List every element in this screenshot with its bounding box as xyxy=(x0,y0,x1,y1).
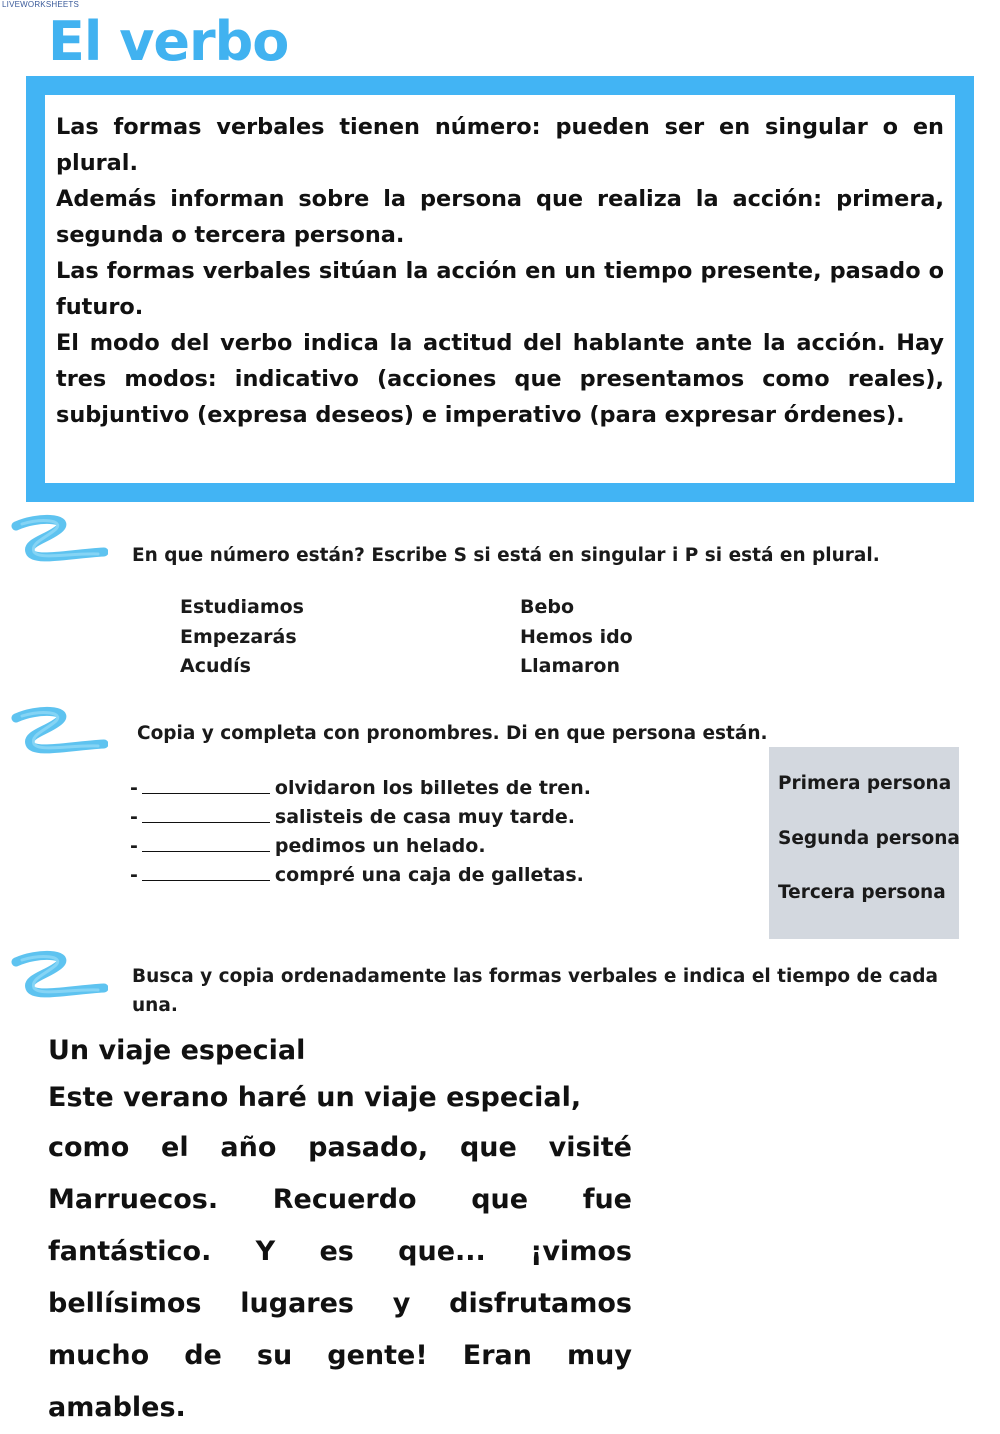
sentence-row xyxy=(130,774,591,803)
blank-field[interactable] xyxy=(142,833,270,852)
bullet: - xyxy=(130,777,138,799)
exercise2-sentences xyxy=(130,774,591,890)
bullet: - xyxy=(130,864,138,886)
word-item: Hemos ido xyxy=(520,625,633,648)
info-box-content xyxy=(45,95,955,483)
exercise1-instruction: En que número están? Escribe S si está en singular i P si está en plural. xyxy=(132,545,880,566)
brush-stroke-icon xyxy=(8,948,108,1008)
sentence-row xyxy=(130,861,591,890)
blank-field[interactable] xyxy=(142,804,270,823)
info-paragraph: Las formas verbales sitúan la acción en un tiempo presente, pasado o futuro. xyxy=(56,258,944,320)
blank-field[interactable] xyxy=(142,775,270,794)
brush-stroke-icon xyxy=(8,512,108,572)
story-title: Un viaje especial xyxy=(48,1035,306,1066)
brush-stroke-icon xyxy=(8,704,108,764)
word-item: Llamaron xyxy=(520,655,621,677)
word-item: Acudís xyxy=(180,655,251,677)
page-title: El verbo xyxy=(48,10,289,73)
person-option[interactable]: Tercera persona xyxy=(778,882,946,903)
bullet: - xyxy=(130,806,138,828)
sentence-text: compré una caja de galletas. xyxy=(274,864,584,886)
info-paragraph: Además informan sobre la persona que realiza la acción: primera, segunda o tercera persona. xyxy=(56,186,944,248)
bullet: - xyxy=(130,835,138,857)
info-box xyxy=(26,76,974,502)
word-item: Estudiamos xyxy=(180,596,304,618)
story-body: como el año pasado, que visité Marruecos. Recuerdo que fue fantástico. Y es que... ¡vimos bellísimos lugares y disfrutamos mucho de su gente! Eran muy amables. xyxy=(48,1132,632,1423)
word-item: Empezarás xyxy=(180,625,297,648)
person-option[interactable]: Segunda persona xyxy=(778,827,960,849)
exercise1-left-words xyxy=(180,593,304,682)
info-paragraph: El modo del verbo indica la actitud del hablante ante la acción. Hay tres modos: indicativo (acciones que presentamos como reales), subjuntivo (expresa deseos) e imperativo (para expresar órdenes). xyxy=(56,330,944,428)
exercise3-instruction: Busca y copia ordenadamente las formas verbales e indica el tiempo de cada una. xyxy=(132,966,938,1016)
story-first-line: Este verano haré un viaje especial, xyxy=(48,1082,582,1113)
blank-field[interactable] xyxy=(142,862,270,881)
sentence-row xyxy=(130,803,591,832)
sentence-text: salisteis de casa muy tarde. xyxy=(274,806,575,828)
exercise2-instruction: Copia y completa con pronombres. Di en que persona están. xyxy=(137,723,768,744)
sentence-text: pedimos un helado. xyxy=(274,835,486,857)
word-item: Bebo xyxy=(520,596,575,618)
exercise1-right-words xyxy=(520,593,633,682)
sentence-row xyxy=(130,832,591,861)
watermark: LIVEWORKSHEETS xyxy=(2,0,80,9)
sentence-text: olvidaron los billetes de tren. xyxy=(274,777,591,799)
person-option[interactable]: Primera persona xyxy=(778,773,952,794)
person-options-box xyxy=(769,747,959,939)
info-paragraph: Las formas verbales tienen número: pueden ser en singular o en plural. xyxy=(56,114,944,176)
